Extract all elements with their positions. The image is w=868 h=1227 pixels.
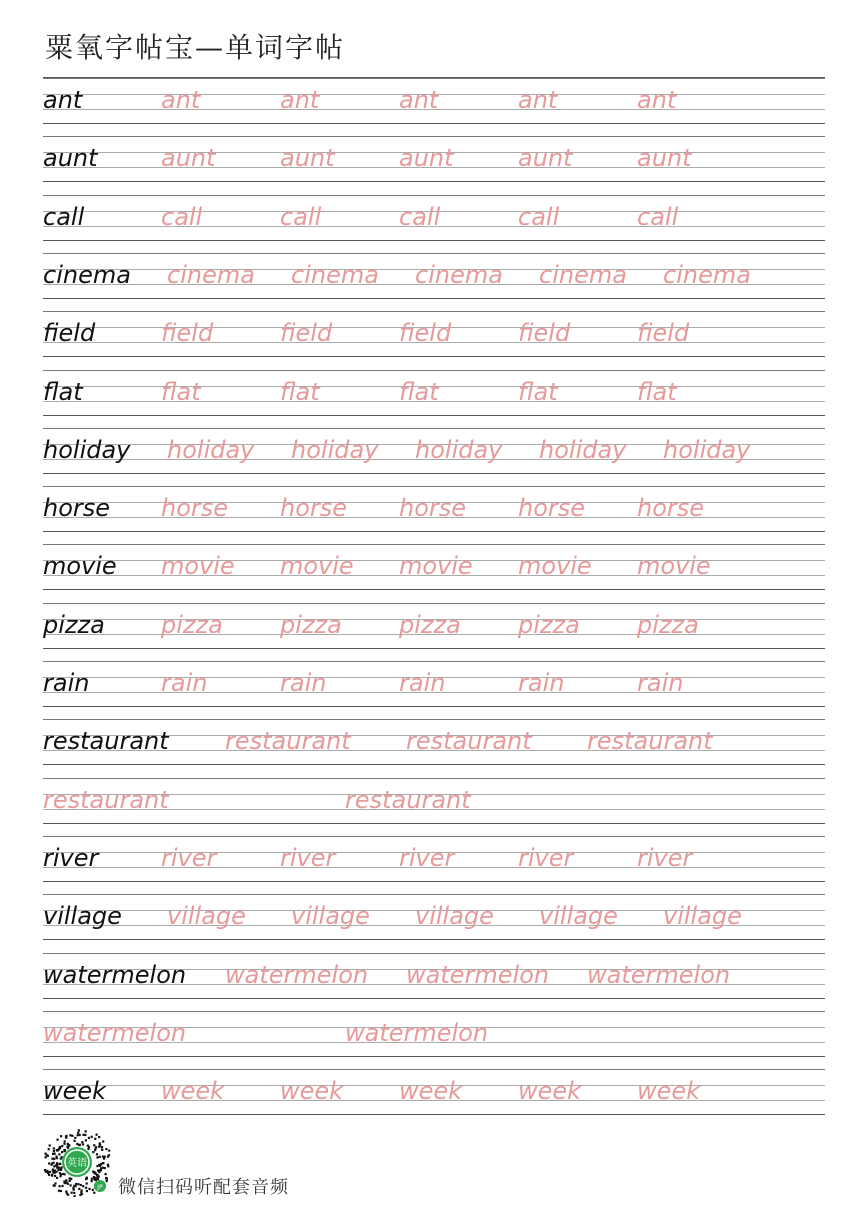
trace-word: restaurant [345, 785, 471, 814]
trace-word: ant [518, 86, 558, 114]
guide-line [43, 298, 825, 299]
footer [42, 1127, 362, 1199]
trace-word: village [539, 902, 618, 931]
guide-line [43, 531, 825, 532]
trace-word: pizza [518, 610, 580, 639]
practice-row [43, 544, 825, 602]
trace-word: horse [161, 494, 229, 523]
trace-word: horse [637, 494, 705, 523]
trace-word: flat [637, 377, 677, 406]
practice-row [43, 311, 825, 369]
model-word: horse [43, 494, 111, 523]
trace-word: movie [280, 552, 354, 581]
model-word: call [43, 202, 85, 231]
guide-line [43, 764, 825, 765]
trace-word: river [518, 843, 574, 872]
trace-word: watermelon [587, 960, 731, 989]
practice-row [43, 1011, 825, 1069]
trace-word: horse [518, 494, 586, 523]
trace-word: village [415, 902, 494, 931]
model-word: cinema [43, 260, 131, 289]
guide-line [43, 881, 825, 882]
trace-word: field [399, 319, 452, 348]
trace-word: holiday [415, 435, 503, 464]
guide-line [43, 136, 825, 137]
trace-word: aunt [399, 144, 454, 173]
trace-word: week [280, 1077, 344, 1106]
trace-word: village [167, 902, 246, 931]
trace-word: pizza [280, 610, 342, 639]
model-word: aunt [43, 144, 98, 173]
model-word: watermelon [43, 960, 187, 989]
trace-word: river [161, 843, 217, 872]
trace-word: horse [280, 494, 348, 523]
trace-word: watermelon [345, 1018, 489, 1047]
practice-row [43, 370, 825, 428]
footer-text: 微信扫码听配套音频 [118, 1177, 289, 1198]
trace-word: river [280, 843, 336, 872]
model-word: field [43, 319, 96, 348]
trace-word: flat [399, 377, 439, 406]
practice-row [43, 428, 825, 486]
guide-line [43, 778, 825, 779]
trace-word: week [518, 1077, 582, 1106]
guide-line [43, 1011, 825, 1012]
page-title: 粟氧字帖宝—单词字帖 [45, 31, 346, 64]
trace-word: rain [637, 669, 684, 697]
trace-word: flat [518, 377, 558, 406]
practice-row [43, 78, 825, 136]
trace-word: holiday [167, 435, 255, 464]
guide-line [43, 953, 825, 954]
trace-word: movie [399, 552, 473, 581]
practice-row [43, 661, 825, 719]
trace-word: holiday [291, 435, 379, 464]
trace-word: movie [518, 552, 592, 581]
guide-line [43, 719, 825, 720]
trace-word: cinema [663, 260, 751, 289]
model-word: holiday [43, 435, 131, 464]
guide-line [43, 1114, 825, 1115]
guide-line [43, 253, 825, 254]
trace-word: flat [161, 377, 201, 406]
trace-word: field [161, 319, 214, 348]
trace-word: field [280, 319, 333, 348]
trace-word: river [399, 843, 455, 872]
practice-row [43, 603, 825, 661]
model-word: rain [43, 669, 90, 697]
trace-word: restaurant [43, 785, 169, 814]
model-word: flat [43, 377, 83, 406]
trace-word: field [518, 319, 571, 348]
model-word: village [43, 902, 122, 931]
model-word: week [43, 1077, 107, 1106]
trace-word: call [161, 202, 203, 231]
practice-row [43, 253, 825, 311]
guide-line [43, 195, 825, 196]
practice-row [43, 719, 825, 777]
trace-word: call [518, 202, 560, 231]
trace-word: movie [637, 552, 711, 581]
trace-word: week [161, 1077, 225, 1106]
practice-row [43, 1069, 825, 1127]
practice-row [43, 195, 825, 253]
trace-word: aunt [280, 144, 335, 173]
practice-row [43, 136, 825, 194]
practice-row [43, 953, 825, 1011]
trace-word: restaurant [225, 727, 351, 756]
practice-row [43, 778, 825, 836]
qr-badge-label: 英语 [67, 1158, 87, 1169]
trace-word: week [399, 1077, 463, 1106]
trace-word: ant [280, 86, 320, 114]
guide-line [43, 240, 825, 241]
guide-line [43, 415, 825, 416]
trace-word: aunt [518, 144, 573, 173]
guide-line [43, 78, 825, 79]
trace-word: call [637, 202, 679, 231]
guide-line [43, 1069, 825, 1070]
guide-line [43, 836, 825, 837]
trace-word: rain [518, 669, 565, 697]
trace-word: cinema [539, 260, 627, 289]
trace-word: ant [399, 86, 439, 114]
guide-line [43, 311, 825, 312]
qr-code-icon[interactable] [42, 1127, 112, 1197]
guide-line [43, 428, 825, 429]
trace-word: ant [637, 86, 677, 114]
trace-word: pizza [161, 610, 223, 639]
trace-word: pizza [637, 610, 699, 639]
trace-word: call [399, 202, 441, 231]
trace-word: week [637, 1077, 701, 1106]
trace-word: village [291, 902, 370, 931]
trace-word: restaurant [587, 727, 713, 756]
trace-word: ant [161, 86, 201, 114]
guide-line [43, 356, 825, 357]
guide-line [43, 603, 825, 604]
qr-corner-label: JP [97, 1184, 103, 1191]
trace-word: call [280, 202, 322, 231]
trace-word: cinema [415, 260, 503, 289]
trace-word: rain [399, 669, 446, 697]
practice-row [43, 894, 825, 952]
trace-word: movie [161, 552, 235, 581]
guide-line [43, 706, 825, 707]
guide-line [43, 939, 825, 940]
guide-line [43, 486, 825, 487]
trace-word: watermelon [225, 960, 369, 989]
trace-word: holiday [663, 435, 751, 464]
trace-word: horse [399, 494, 467, 523]
guide-line [43, 181, 825, 182]
trace-word: village [663, 902, 742, 931]
trace-word: rain [280, 669, 327, 697]
guide-line [43, 589, 825, 590]
trace-word: field [637, 319, 690, 348]
trace-word: aunt [637, 144, 692, 173]
model-word: pizza [43, 610, 105, 639]
guide-line [43, 998, 825, 999]
guide-line [43, 370, 825, 371]
model-word: movie [43, 552, 117, 581]
guide-line [43, 473, 825, 474]
guide-line [43, 648, 825, 649]
practice-row [43, 486, 825, 544]
guide-line [43, 894, 825, 895]
trace-word: watermelon [43, 1018, 187, 1047]
trace-word: flat [280, 377, 320, 406]
trace-word: aunt [161, 144, 216, 173]
trace-word: river [637, 843, 693, 872]
trace-word: watermelon [406, 960, 550, 989]
trace-word: cinema [291, 260, 379, 289]
guide-line [43, 1056, 825, 1057]
guide-line [43, 661, 825, 662]
trace-word: pizza [399, 610, 461, 639]
model-word: restaurant [43, 727, 169, 756]
model-word: river [43, 843, 99, 872]
trace-word: restaurant [406, 727, 532, 756]
guide-line [43, 123, 825, 124]
model-word: ant [43, 86, 83, 114]
trace-word: rain [161, 669, 208, 697]
trace-word: cinema [167, 260, 255, 289]
trace-word: holiday [539, 435, 627, 464]
guide-line [43, 544, 825, 545]
practice-row [43, 836, 825, 894]
guide-line [43, 823, 825, 824]
